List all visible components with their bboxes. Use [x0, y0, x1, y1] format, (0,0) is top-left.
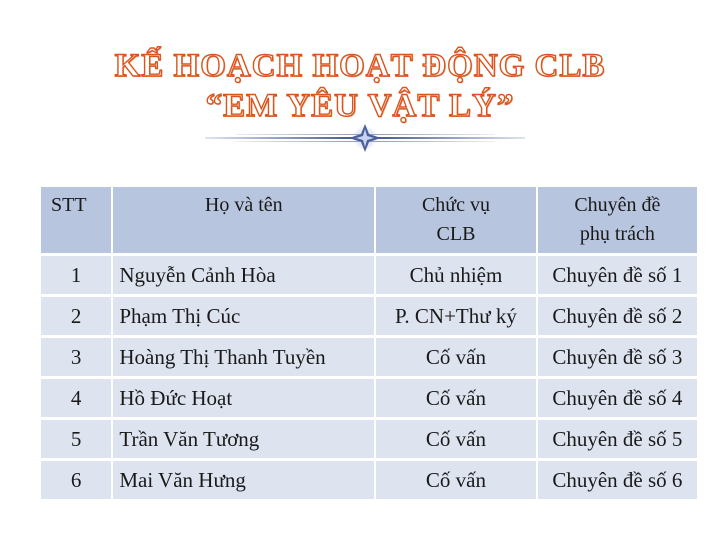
header-stt: STT [41, 187, 113, 253]
cell-name: Hoàng Thị Thanh Tuyền [113, 338, 376, 376]
cell-topic: Chuyên đề số 1 [538, 256, 697, 294]
cell-stt: 2 [41, 297, 113, 335]
cell-stt: 4 [41, 379, 113, 417]
cell-name: Hồ Đức Hoạt [113, 379, 376, 417]
header-role [376, 187, 538, 253]
cell-name: Nguyễn Cảnh Hòa [113, 256, 376, 294]
table-header-row [41, 187, 697, 253]
cell-role: Cố vấn [376, 379, 538, 417]
cell-name: Mai Văn Hưng [113, 461, 376, 499]
header-topic-line-1: Chuyên đề [574, 194, 661, 216]
cell-topic: Chuyên đề số 3 [538, 338, 697, 376]
cell-name: Phạm Thị Cúc [113, 297, 376, 335]
header-topic-line-2: phụ trách [579, 223, 655, 245]
header-name: Họ và tên [113, 187, 376, 253]
cell-topic: Chuyên đề số 2 [538, 297, 697, 335]
cell-role: Chủ nhiệm [376, 256, 538, 294]
header-role-line-1: Chức vụ [421, 194, 490, 216]
table-row [41, 461, 697, 499]
cell-topic: Chuyên đề số 6 [538, 461, 697, 499]
table-row [41, 297, 697, 335]
cell-topic: Chuyên đề số 4 [538, 379, 697, 417]
cell-stt: 6 [41, 461, 113, 499]
member-table [41, 184, 697, 502]
cell-stt: 1 [41, 256, 113, 294]
cell-name: Trần Văn Tương [113, 420, 376, 458]
cell-stt: 5 [41, 420, 113, 458]
cell-role: Cố vấn [376, 338, 538, 376]
cell-role: Cố vấn [376, 420, 538, 458]
cell-topic: Chuyên đề số 5 [538, 420, 697, 458]
table-row [41, 420, 697, 458]
star-divider-icon [205, 124, 525, 152]
table-row [41, 338, 697, 376]
header-topic [538, 187, 697, 253]
cell-role: P. CN+Thư ký [376, 297, 538, 335]
page-title-line-1: KẾ HOẠCH HOẠT ĐỘNG CLB [114, 48, 606, 84]
page-title-line-2: “EM YÊU VẬT LÝ” [205, 88, 515, 124]
table-row [41, 379, 697, 417]
header-role-line-2: CLB [436, 223, 476, 245]
table-row [41, 256, 697, 294]
cell-role: Cố vấn [376, 461, 538, 499]
cell-stt: 3 [41, 338, 113, 376]
